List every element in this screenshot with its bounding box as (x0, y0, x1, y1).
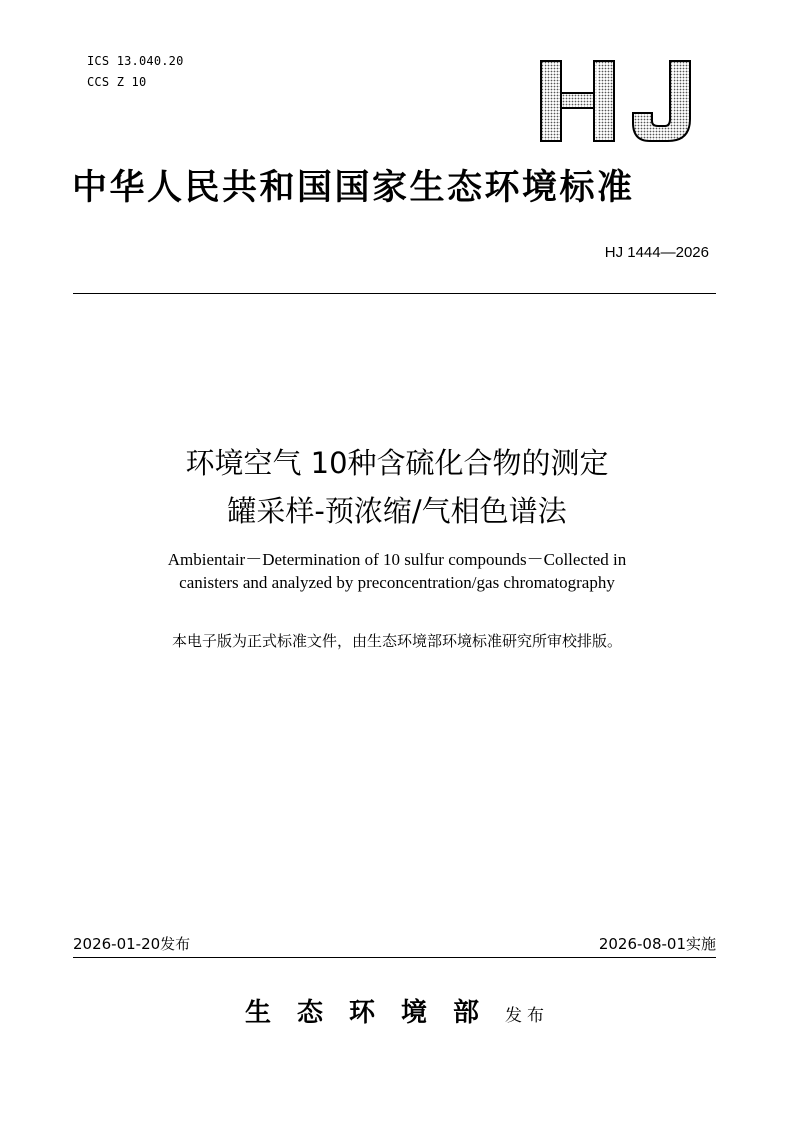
standard-number: HJ 1444—2026 (604, 244, 709, 261)
issuer-release: 发布 (505, 1006, 549, 1026)
ics-code: ICS 13.040.20 (87, 54, 184, 68)
header-divider (73, 293, 716, 294)
issuer-name: 生态环境部 (244, 998, 505, 1028)
title-english-line-1: Ambientair－Determination of 10 sulfur compounds－Collected in (167, 550, 627, 569)
implementation-date: 2026-08-01实施 (598, 935, 716, 953)
electronic-version-notice: 本电子版为正式标准文件，由生态环境部环境标准研究所审校排版。 (171, 632, 622, 650)
hj-logo (538, 55, 698, 145)
title-english-line-2: canisters and analyzed by preconcentration/gas chromatography (179, 573, 615, 592)
title-chinese-line-1: 环境空气 10种含硫化合物的测定 (185, 446, 609, 480)
issuer (0, 992, 794, 1029)
issue-date: 2026-01-20发布 (73, 935, 191, 953)
standard-organization-title: 中华人民共和国国家生态环境标准 (72, 167, 635, 208)
title-chinese-line-2: 罐采样-预浓缩/气相色谱法 (227, 494, 567, 528)
ccs-code: CCS Z 10 (87, 75, 147, 89)
footer-divider (73, 957, 716, 958)
logo-letter-j (633, 61, 690, 141)
logo-letter-h (541, 61, 614, 141)
